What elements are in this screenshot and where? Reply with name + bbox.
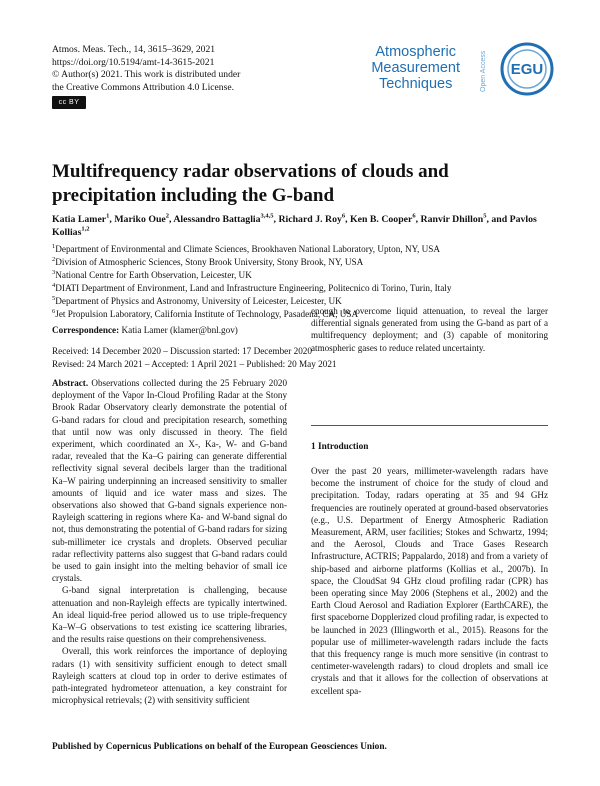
author-name: Katia Lamer <box>52 214 107 225</box>
author-name: Ranvir Dhillon <box>420 214 484 225</box>
correspondence-label: Correspondence: <box>52 325 120 335</box>
author-name: Pavlos Kollias <box>52 214 537 238</box>
abstract-label: Abstract. <box>52 378 89 388</box>
publication-dates <box>52 345 337 370</box>
author-affiliation-ref: 5 <box>483 212 487 220</box>
affiliation-item <box>52 256 552 269</box>
abstract-divider <box>311 425 548 426</box>
author-name: Ken B. Cooper <box>350 214 413 225</box>
affiliation-number: 2 <box>52 256 56 264</box>
abstract-paragraph <box>52 377 287 584</box>
author-affiliation-ref: 1,2 <box>81 225 90 233</box>
article-title: Multifrequency radar observations of clouds and precipitation including the G-band <box>52 161 449 206</box>
affiliation-text: Department of Environmental and Climate Sciences, Brookhaven National Laboratory, Upton, NY, USA <box>55 244 441 254</box>
journal-name-line: Techniques <box>378 76 453 92</box>
citation: Atmos. Meas. Tech., 14, 3615–3629, 2021 <box>52 44 216 55</box>
correspondence <box>52 325 238 335</box>
dates-published: Revised: 24 March 2021 – Accepted: 1 April 2021 – Published: 20 May 2021 <box>52 358 337 369</box>
affiliation-text: National Centre for Earth Observation, Leicester, UK <box>55 270 252 281</box>
dates-received: Received: 14 December 2020 – Discussion started: 17 December 2020 <box>52 346 312 356</box>
author-name: Richard J. Roy <box>278 214 342 225</box>
abstract-section <box>52 377 287 706</box>
journal-name-line: Atmospheric <box>375 44 456 60</box>
publisher-footer: Published by Copernicus Publications on behalf of the European Geosciences Union. <box>52 742 387 752</box>
author-name: Alessandro Battaglia <box>173 214 261 225</box>
journal-name-line: Measurement <box>371 60 460 76</box>
egu-logo <box>500 42 554 96</box>
introduction-section <box>311 465 548 697</box>
abstract-paragraph: enough to overcome liquid attenuation, to reveal the larger differential signals generated from using the G-band as part of a multifrequency deployment; and (3) capable of monitoring atmospheric gases to reduce related uncertainty. <box>311 306 548 353</box>
affiliation-number: 6 <box>52 308 56 316</box>
author-affiliation-ref: 1 <box>106 212 110 220</box>
copyright-line: © Author(s) 2021. This work is distributed under <box>52 69 241 81</box>
cc-by-license-icon[interactable]: cc BY <box>52 96 86 109</box>
affiliation-text: Department of Physics and Astronomy, University of Leicester, Leicester, UK <box>55 296 342 307</box>
section-heading: 1 Introduction <box>311 442 369 452</box>
license-line: the Creative Commons Attribution 4.0 License. <box>52 81 234 93</box>
abstract-paragraph: G-band signal interpretation is challenging, because attenuation and non-Rayleigh effects are typically intertwined. An ideal liquid-free period allowed us to use triple-frequency Ka–W–G observations to test existing ice scattering libraries, and the results raise questions on their comprehensiveness. <box>52 585 287 645</box>
affiliation-number: 3 <box>52 269 56 277</box>
affiliation-number: 5 <box>52 295 56 303</box>
author-affiliation-ref: 6 <box>412 212 416 220</box>
affiliation-item <box>52 269 552 282</box>
affiliation-item <box>52 243 552 256</box>
author-affiliation-ref: 2 <box>165 212 169 220</box>
journal-name <box>371 44 460 92</box>
author-list: Katia Lamer$^1$, Mariko Oue$^2$, Alessandro Battaglia$^{3,4,5}$, Richard J. Roy$^6$, Ken B. Cooper$^6$, Ranvir Dhillon$^5$, and Pavlos Kollias$^{1,2}$ <box>52 212 537 238</box>
affiliation-number: 1 <box>52 242 56 250</box>
article-header <box>52 44 240 109</box>
svg-text:EGU: EGU <box>510 61 544 78</box>
abstract-paragraph: Overall, this work reinforces the importance of deploying radars (1) with sensitivity sufficient enough to detect small Rayleigh scatters at cloud top in order to derive estimates of path-integrated hydrometeor attenuation, a key constraint for microphysical retrievals; (2) with sensitivity sufficient <box>52 646 287 706</box>
affiliation-text: DIATI Department of Environment, Land and Infrastructure Engineering, Politecnico di Torino, Turin, Italy <box>55 283 452 294</box>
abstract-text: Observations collected during the 25 February 2020 deployment of the Vapor In-Cloud Profiling Radar at the Stony Brook Radar Observatory clearly demonstrate the potential of G-band radars for cloud and precipitation research, something that until now was only discussed in theory. The field experiment, which coordinated an X-, Ka-, W- and G-band radar, revealed that the Ka–G pairing can generate differential reflectivity signal several decibels larger than the traditional Ka–W pairing underpinning an increased sensitivity to smaller amounts of liquid and ice water mass and sizes. The observations also showed that G-band signals experience non-Rayleigh scattering in regions where Ka- and W-band signal do not, thus demonstrating the potential of G-band radars for sizing sub-millimeter ice crystals and droplets. Observed peculiar radar reflectivity patterns also suggest that G-band radars could be used to gain insight into the melting behavior of small ice crystals. <box>52 378 287 584</box>
introduction-paragraph: Over the past 20 years, millimeter-wavelength radars have become the instrument of choice for the study of cloud and precipitation. Today, radars operating at 35 and 94 GHz frequencies are routinely operated at ground-based observatories (e.g., U.S. Department of Energy Atmospheric Radiation Measurement, ARM, user facilities; Stokes and Schwartz, 1994; and the Aerosol, Clouds and Trace Gases Research Infrastructure, ACTRIS; Pappalardo, 2018) and from a variety of ship-based and airborne platforms (Kollias et al., 2007b). In space, the CloudSat 94 GHz cloud profiling radar (CPR) has been operating since May 2006 (Stephens et al., 2002) and the Earth Cloud Aerosol and Radiation Explorer (EarthCARE), the first spaceborne Dopplerized cloud profiling radar, is expected to be launched in 2023 (Illingworth et al., 2015). Reasons for the popular use of millimeter-wavelength radars include the facts that this frequency range is much more sensitive (in contrast to centimeter-wavelength radars) to cloud droplets and small ice crystals and that it allows for the collection of observations at excellent spa- <box>311 466 548 696</box>
author-affiliation-ref: 6 <box>341 212 346 220</box>
affiliation-text: Division of Atmospheric Sciences, Stony Brook University, Stony Brook, NY, USA <box>55 257 364 268</box>
doi-link[interactable]: https://doi.org/10.5194/amt-14-3615-2021 <box>52 56 215 68</box>
affiliation-item <box>52 282 552 295</box>
author-name: Mariko Oue <box>114 214 166 225</box>
author-affiliation-ref: 3,4,5 <box>260 212 274 220</box>
open-access-label: Open Access <box>480 50 487 92</box>
affiliation-number: 4 <box>52 282 56 290</box>
affiliation-text: Jet Propulsion Laboratory, California Institute of Technology, Pasadena, CA, USA <box>55 309 359 320</box>
correspondence-text[interactable]: Katia Lamer (klamer@bnl.gov) <box>119 325 238 335</box>
abstract-continuation <box>311 305 548 354</box>
